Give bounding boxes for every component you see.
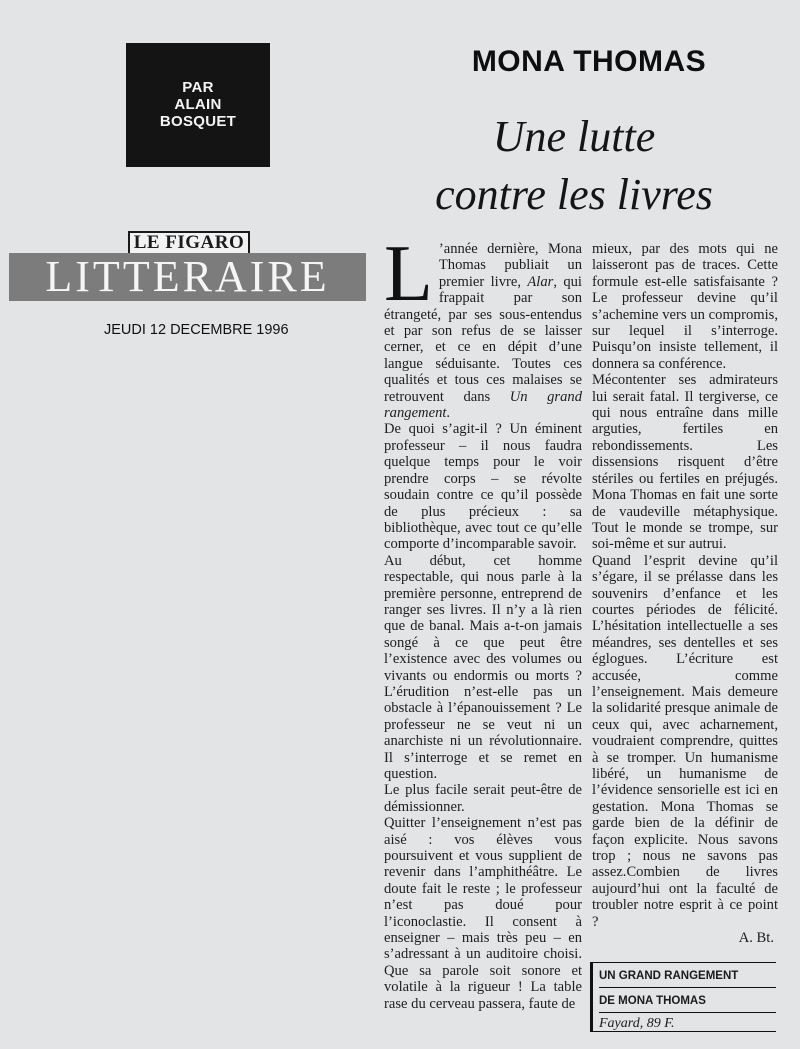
masthead-litteraire: LITTERAIRE bbox=[9, 253, 366, 301]
byline-par: PAR bbox=[182, 79, 214, 96]
paragraph-6: Mécontenter ses admirateurs lui serait fatal. Il tergiverse, ce qui nous entraîne dans mille arguties, fertiles en rebondissements. Les dissensions risquent d’être stériles ou fertiles en préjugés. Mona Thomas en fait une sorte de vaudeville métaphysique. Tout le monde se trompe, sur soi-même et sur autrui. bbox=[592, 372, 778, 553]
paragraph-2: De quoi s’agit-il ? Un éminent professeur – il nous faudra quelque temps pour le voir prendre corps – se révolte soudain contre ce qu’il possède de plus précieux : sa bibliothèque, avec tout ce qu’elle comporte d’incomparable savoir. bbox=[384, 421, 582, 553]
book-info-box bbox=[590, 962, 776, 1032]
paragraph-4: Le plus facile serait peut-être de démissionner. bbox=[384, 782, 582, 815]
byline-last-name: BOSQUET bbox=[159, 113, 237, 130]
title-line-2: contre les livres bbox=[435, 170, 713, 219]
book-title: UN GRAND RANGEMENT bbox=[599, 967, 776, 988]
issue-date: JEUDI 12 DECEMBRE 1996 bbox=[104, 322, 289, 338]
book-title-rangement: Un grand rangement bbox=[384, 388, 582, 422]
p1-close: . bbox=[446, 405, 451, 422]
book-publisher: Fayard, 89 F. bbox=[599, 1016, 675, 1031]
byline-first-name: ALAIN bbox=[174, 96, 222, 113]
paragraph-3: Au début, cet homme respectable, qui nous parle à la première personne, entreprend de ranger ses livres. Il n’y a là rien que de banal. Mais a-t-on jamais songé à ce que peut être l’existence avec des volumes ou vivants ou endormis ou morts ? L’érudition n’est-elle pas un obstacle à l’épanouissement ? Le professeur ne se veut ni un anarchiste ni un révolutionnaire. Il s’interroge et se remet en question. bbox=[384, 552, 582, 782]
paragraph-1 bbox=[384, 230, 582, 422]
book-title-alar: Alar bbox=[527, 273, 554, 290]
byline-box bbox=[126, 43, 270, 167]
article-column-1 bbox=[384, 230, 582, 1012]
p1-start: ’année dernière, Mona Thomas publiait un premier livre, bbox=[438, 241, 582, 290]
paragraph-5: Quitter l’enseignement n’est pas aisé : vos élèves vous poursuivent et vous supplient de revenir dans l’amphithéâtre. Le doute fait le reste ; le professeur n’est pas doué pour l’iconoclastie. Il consent à enseigner – mais très peu – en s’adressant à un auditoire choisi. Que sa parole soit sonore et volatile à la rigueur ! La table rase du cerveau passera, faute de bbox=[384, 815, 582, 1012]
paragraph-7: Quand l’esprit devine qu’il s’égare, il se prélasse dans les souvenirs d’enfance et les courtes périodes de félicité. L’hésitation intellectuelle a ses méandres, ses dentelles et ses églogues. L’écriture est accusée, comme l’enseignement. Mais demeure la solidarité presque animale de ceux qui, avec acharnement, voudraient comprendre, quittes à se tromper. Un humanisme libéré, un humanisme de l’évidence sensorielle est ici en gestation. Mona Thomas se garde bien de la définir de façon explicite. Nous savons trop ; nous ne savons pas assez.Combien de livres aujourd’hui ont la faculté de troubler notre esprit à ce point ? bbox=[592, 552, 778, 930]
p1-end: , qui frappait par son étrangeté, par ses sous-entendus et par son refus de se laisser cerner, et ce en dépit d’une langue séduisante. Toutes ces qualités et tous ces malaises se retrouvent dans bbox=[384, 273, 582, 405]
paragraph-5-continued: mieux, par des mots qui ne laisseront pas de traces. Cette formule est-elle satisfaisante ? Le professeur devine qu’il s’achemine vers un compromis, sur lequel il s’interroge. Puisqu’on insiste tellement, il donnera sa conférence. bbox=[592, 241, 778, 372]
article-title bbox=[388, 108, 760, 224]
drop-cap: L bbox=[384, 230, 433, 318]
headline-author: MONA THOMAS bbox=[471, 45, 707, 78]
book-author: DE MONA THOMAS bbox=[599, 988, 776, 1013]
masthead-le-figaro: LE FIGARO bbox=[128, 231, 250, 257]
signature: A. Bt. bbox=[738, 930, 774, 947]
title-line-1: Une lutte bbox=[492, 112, 656, 161]
article-column-2 bbox=[592, 241, 778, 946]
